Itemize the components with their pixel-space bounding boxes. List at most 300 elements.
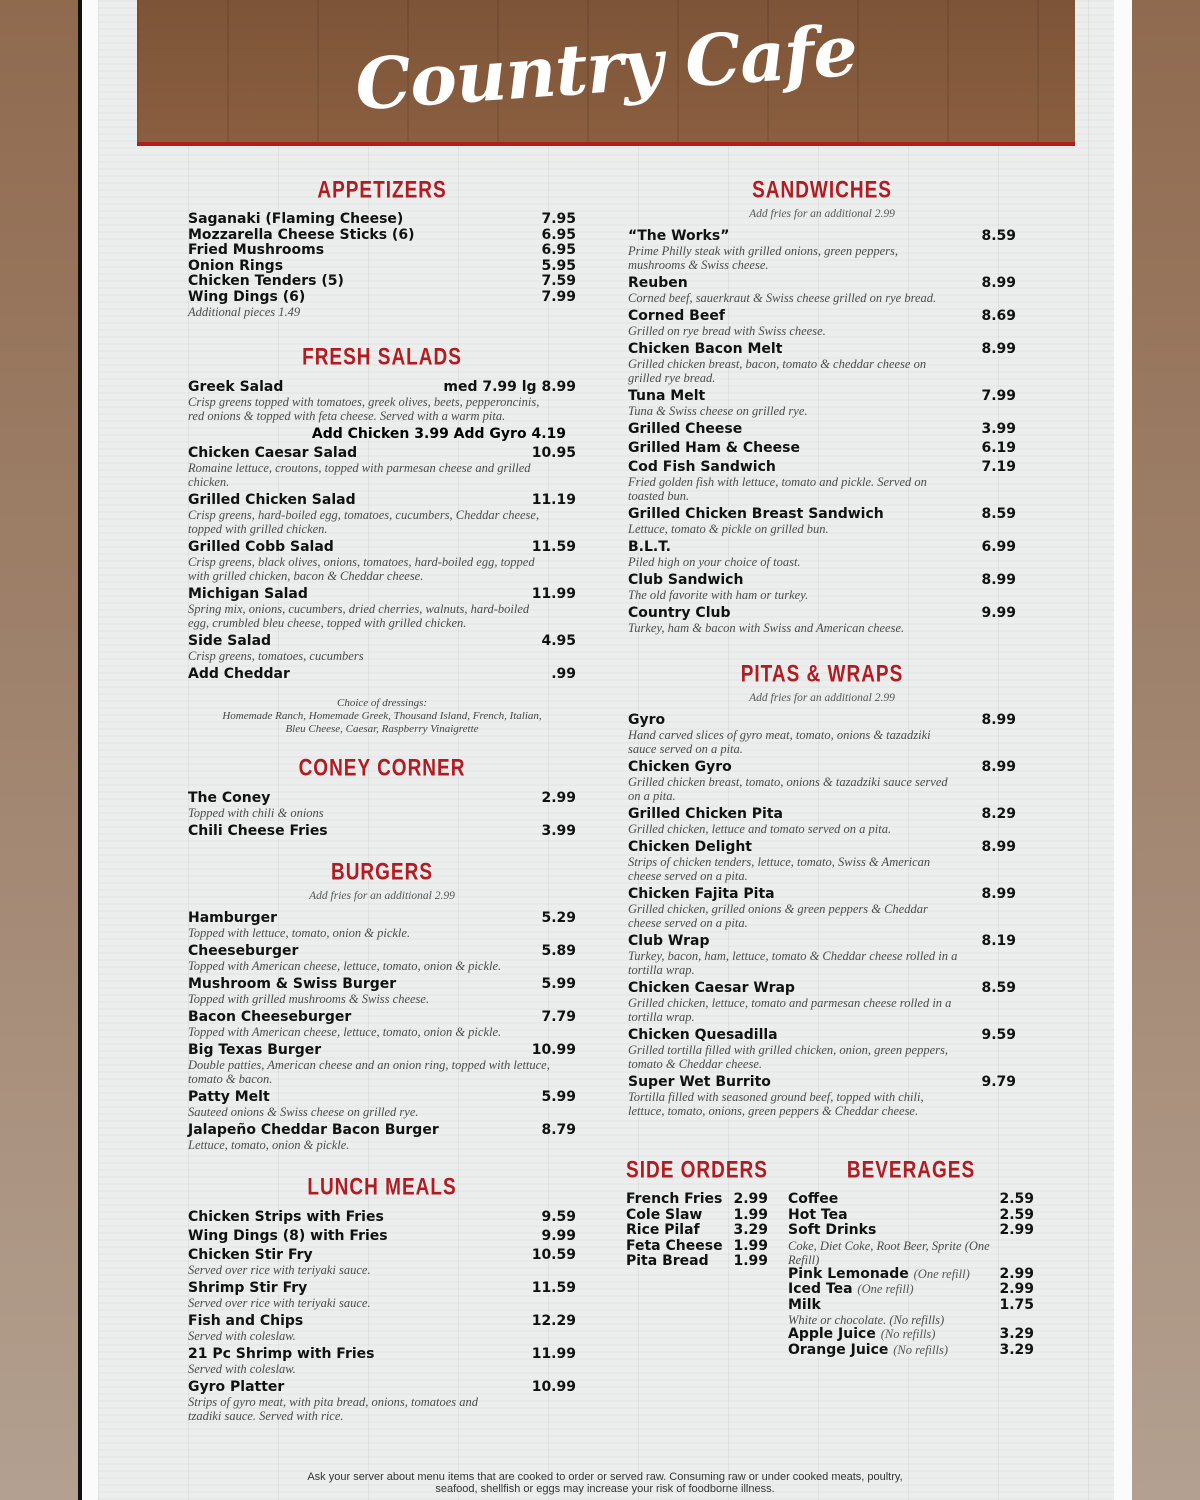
menu-item bbox=[628, 839, 1016, 883]
sides-column bbox=[626, 1157, 768, 1270]
item-price: 6.95 bbox=[541, 242, 576, 258]
item-price: 2.99 bbox=[999, 1265, 1034, 1282]
item-name-text: Chicken Gyro bbox=[628, 759, 732, 775]
menu-item bbox=[626, 1223, 768, 1239]
menu-item bbox=[628, 275, 1016, 305]
item-inline-note: (No refills) bbox=[880, 1327, 936, 1341]
item-desc: Lettuce, tomato & pickle on grilled bun. bbox=[628, 522, 829, 536]
item-price: 8.99 bbox=[981, 572, 1016, 588]
menu-item bbox=[628, 506, 1016, 536]
item-price: .99 bbox=[551, 666, 576, 682]
item-name bbox=[188, 1009, 351, 1025]
item-name-text: Grilled Ham & Cheese bbox=[628, 440, 800, 456]
item-desc: Grilled chicken breast, bacon, tomato & cheddar cheese on grilled rye bread. bbox=[628, 357, 927, 385]
menu-item bbox=[188, 823, 576, 839]
item-name bbox=[628, 980, 795, 996]
item-name bbox=[188, 274, 344, 290]
item-desc: Crisp greens, black olives, onions, tomatoes, hard-boiled egg, topped with grilled chicken, bacon & Cheddar cheese. bbox=[188, 555, 535, 583]
item-name bbox=[188, 259, 283, 275]
item-desc: Topped with lettuce, tomato, onion & pickle. bbox=[188, 926, 411, 940]
item-name-text: “The Works” bbox=[628, 228, 730, 244]
item-name bbox=[188, 492, 356, 508]
item-name bbox=[788, 1282, 914, 1298]
dressings-line-1: Homemade Ranch, Homemade Greek, Thousand Island, French, Italian, bbox=[222, 710, 542, 722]
item-name bbox=[188, 976, 396, 992]
menu-item bbox=[188, 212, 576, 228]
item-price: 8.99 bbox=[981, 712, 1016, 728]
item-price: 2.59 bbox=[999, 1191, 1034, 1207]
item-price: 11.59 bbox=[531, 1280, 576, 1296]
menu-item bbox=[628, 440, 1016, 456]
item-desc: Hand carved slices of gyro meat, tomato, onions & tazadziki sauce served on a pita. bbox=[628, 728, 931, 756]
item-price: 11.99 bbox=[531, 1346, 576, 1362]
menu-item bbox=[628, 421, 1016, 437]
item-name-text: Mozzarella Cheese Sticks (6) bbox=[188, 226, 415, 243]
right-border bbox=[1128, 0, 1200, 1500]
item-name-text: Chili Cheese Fries bbox=[188, 823, 328, 839]
item-name-text: Chicken Bacon Melt bbox=[628, 341, 783, 357]
item-price: 8.99 bbox=[981, 759, 1016, 775]
menu-item bbox=[188, 1042, 576, 1086]
item-name-text: Chicken Quesadilla bbox=[628, 1027, 778, 1043]
item-desc: Fried golden fish with lettuce, tomato and pickle. Served on toasted bun. bbox=[628, 475, 927, 503]
salads-title: FRESH SALADS bbox=[302, 344, 462, 371]
menu-item bbox=[188, 1247, 576, 1277]
item-name bbox=[628, 1074, 771, 1090]
item-desc: Prime Philly steak with grilled onions, green peppers, mushrooms & Swiss cheese. bbox=[628, 244, 898, 272]
item-name bbox=[188, 445, 357, 461]
menu-item bbox=[788, 1223, 1034, 1267]
item-desc: Additional pieces 1.49 bbox=[188, 305, 301, 319]
menu-item bbox=[788, 1267, 1034, 1283]
item-desc: Turkey, bacon, ham, lettuce, tomato & Cheddar cheese rolled in a tortilla wrap. bbox=[628, 949, 958, 977]
item-inline-note: (One refill) bbox=[913, 1266, 970, 1281]
item-name bbox=[188, 1280, 307, 1296]
item-name-text: Chicken Caesar Wrap bbox=[628, 980, 795, 996]
beverages-list bbox=[788, 1192, 1034, 1358]
item-name-text: The Coney bbox=[188, 790, 271, 806]
item-name bbox=[628, 806, 783, 822]
item-price: 6.99 bbox=[981, 539, 1016, 555]
item-name-text: Club Wrap bbox=[628, 933, 710, 949]
item-desc: Spring mix, onions, cucumbers, dried cherries, walnuts, hard-boiled egg, crumbled bleu cheese, topped with grilled chicken. bbox=[188, 602, 530, 630]
item-price: 12.29 bbox=[531, 1313, 576, 1329]
menu-item bbox=[188, 274, 576, 290]
item-price: 7.95 bbox=[541, 211, 576, 227]
item-name-text: Rice Pilaf bbox=[626, 1222, 700, 1238]
item-name bbox=[626, 1254, 709, 1270]
menu-item bbox=[788, 1282, 1034, 1298]
item-name-text: Grilled Chicken Pita bbox=[628, 806, 783, 822]
menu-item bbox=[188, 633, 576, 663]
menu-item bbox=[628, 539, 1016, 569]
coney-title: CONEY CORNER bbox=[298, 755, 466, 782]
item-name-text: Country Club bbox=[628, 605, 731, 621]
menu-item bbox=[626, 1192, 768, 1208]
item-desc: Strips of chicken tenders, lettuce, tomato, Swiss & American cheese served on a pita. bbox=[628, 855, 931, 883]
item-name bbox=[628, 459, 776, 475]
item-name bbox=[188, 586, 308, 602]
menu-item bbox=[628, 228, 1016, 272]
item-desc: Grilled chicken, lettuce and tomato served on a pita. bbox=[628, 822, 892, 836]
item-price: 3.99 bbox=[981, 421, 1016, 437]
item-desc: Double patties, American cheese and an onion ring, topped with lettuce, tomato & bacon. bbox=[188, 1058, 550, 1086]
item-price: 7.59 bbox=[541, 273, 576, 289]
menu-item bbox=[188, 1280, 576, 1310]
item-name-text: Grilled Cheese bbox=[628, 421, 743, 437]
item-name-text: Pink Lemonade bbox=[788, 1265, 909, 1282]
item-name bbox=[628, 308, 725, 324]
item-desc: Topped with American cheese, lettuce, tomato, onion & pickle. bbox=[188, 1025, 502, 1039]
item-name bbox=[626, 1208, 702, 1224]
item-name bbox=[188, 539, 334, 555]
item-desc: Grilled chicken, grilled onions & green peppers & Cheddar cheese served on a pita. bbox=[628, 902, 928, 930]
menu-item bbox=[188, 259, 576, 275]
item-price: 5.99 bbox=[541, 976, 576, 992]
item-name bbox=[628, 506, 884, 522]
item-desc: Coke, Diet Coke, Root Beer, Sprite (One Refill) bbox=[788, 1238, 990, 1267]
item-price: 2.59 bbox=[999, 1206, 1034, 1223]
menu-item bbox=[188, 379, 576, 423]
menu-item bbox=[188, 586, 576, 630]
item-price: 11.19 bbox=[531, 492, 576, 508]
item-name-text: Super Wet Burrito bbox=[628, 1074, 771, 1090]
coney-list bbox=[188, 790, 576, 839]
item-price: med 7.99 lg 8.99 bbox=[443, 379, 576, 395]
burgers-note: Add fries for an additional 2.99 bbox=[309, 890, 455, 902]
item-desc: Served with coleslaw. bbox=[188, 1362, 296, 1376]
item-name bbox=[188, 910, 277, 926]
menu-item bbox=[788, 1192, 1034, 1208]
item-desc: Tortilla filled with seasoned ground beef, topped with chili, lettuce, tomato, onions, green peppers & Cheddar cheese. bbox=[628, 1090, 924, 1118]
item-name-text: Saganaki (Flaming Cheese) bbox=[188, 211, 404, 227]
item-name-text: Iced Tea bbox=[788, 1281, 853, 1297]
footer-line-1: Ask your server about menu items that are cooked to order or served raw. Consuming raw or under cooked meats, poultry, bbox=[307, 1471, 903, 1483]
menu-item bbox=[628, 308, 1016, 338]
item-name bbox=[788, 1192, 838, 1208]
item-price: 1.99 bbox=[733, 1237, 768, 1254]
item-name bbox=[628, 275, 688, 291]
item-price: 1.99 bbox=[733, 1253, 768, 1269]
item-name-text: Side Salad bbox=[188, 633, 272, 649]
item-desc: Topped with grilled mushrooms & Swiss cheese. bbox=[188, 992, 430, 1006]
item-price: 5.29 bbox=[541, 910, 576, 926]
item-name bbox=[188, 1313, 303, 1329]
item-name bbox=[788, 1223, 876, 1239]
item-name-text: Soft Drinks bbox=[788, 1222, 877, 1238]
item-price: 3.29 bbox=[733, 1222, 768, 1238]
burgers-title: BURGERS bbox=[330, 859, 433, 886]
item-name-text: Cheeseburger bbox=[188, 943, 299, 959]
item-desc: Grilled chicken breast, tomato, onions & tazadziki sauce served on a pita. bbox=[628, 775, 948, 803]
item-inline-note: (No refills) bbox=[893, 1342, 949, 1357]
item-name-text: Jalapeño Cheddar Bacon Burger bbox=[188, 1122, 439, 1138]
item-price: 9.99 bbox=[541, 1228, 576, 1244]
item-price: 7.99 bbox=[981, 388, 1016, 404]
item-price: 1.99 bbox=[733, 1206, 768, 1223]
lunch-list bbox=[188, 1209, 576, 1423]
item-name bbox=[188, 1122, 439, 1138]
menu-item bbox=[626, 1254, 768, 1270]
item-name-text: Chicken Tenders (5) bbox=[188, 273, 344, 289]
item-price: 9.59 bbox=[981, 1027, 1016, 1043]
item-name-text: Fried Mushrooms bbox=[188, 242, 325, 258]
sandwiches-list bbox=[628, 228, 1016, 635]
item-name-text: Chicken Fajita Pita bbox=[628, 886, 775, 902]
item-name bbox=[188, 943, 298, 959]
menu-item bbox=[628, 605, 1016, 635]
left-border bbox=[0, 0, 78, 1500]
menu-item bbox=[788, 1327, 1034, 1343]
item-inline-note: (One refill) bbox=[857, 1282, 914, 1296]
item-name bbox=[788, 1327, 935, 1343]
item-name-text: Fish and Chips bbox=[188, 1313, 304, 1329]
item-name-text: Wing Dings (6) bbox=[188, 288, 306, 305]
item-name bbox=[188, 1042, 321, 1058]
item-name-text: Wing Dings (8) with Fries bbox=[188, 1228, 388, 1244]
item-name-text: Tuna Melt bbox=[628, 388, 706, 404]
item-name bbox=[788, 1298, 821, 1314]
item-name-text: Bacon Cheeseburger bbox=[188, 1009, 352, 1025]
item-name bbox=[628, 388, 705, 404]
pitas-title: PITAS & WRAPS bbox=[740, 661, 904, 688]
item-name bbox=[628, 421, 742, 437]
header-banner bbox=[137, 0, 1075, 146]
item-name-text: Michigan Salad bbox=[188, 586, 308, 602]
menu-item bbox=[628, 759, 1016, 803]
salad-addons: Add Chicken 3.99 Add Gyro 4.19 bbox=[311, 426, 566, 442]
footer-line-2: seafood, shellfish or eggs may increase your risk of foodborne illness. bbox=[435, 1483, 775, 1495]
item-price: 8.59 bbox=[981, 228, 1016, 244]
item-name bbox=[188, 212, 403, 228]
item-desc: Romaine lettuce, croutons, topped with parmesan cheese and grilled chicken. bbox=[188, 461, 531, 489]
appetizers-title: APPETIZERS bbox=[317, 177, 447, 204]
item-price: 10.99 bbox=[531, 1042, 576, 1058]
item-price: 3.99 bbox=[541, 823, 576, 839]
item-name bbox=[626, 1239, 723, 1255]
item-price: 2.99 bbox=[999, 1222, 1034, 1238]
item-price: 3.29 bbox=[999, 1326, 1034, 1342]
menu-item bbox=[188, 1313, 576, 1343]
menu-item bbox=[626, 1208, 768, 1224]
item-name-text: Pita Bread bbox=[626, 1253, 709, 1269]
item-desc: Grilled on rye bread with Swiss cheese. bbox=[628, 324, 826, 338]
menu-item bbox=[188, 1209, 576, 1225]
item-price: 8.29 bbox=[981, 806, 1016, 822]
item-desc: Grilled tortilla filled with grilled chicken, onion, green peppers, tomato & Cheddar cheese. bbox=[628, 1043, 948, 1071]
item-price: 2.99 bbox=[733, 1191, 768, 1207]
item-desc: Sauteed onions & Swiss cheese on grilled rye. bbox=[188, 1105, 419, 1119]
item-name bbox=[628, 341, 782, 357]
item-price: 8.99 bbox=[981, 886, 1016, 902]
item-name-text: Patty Melt bbox=[188, 1089, 270, 1105]
item-price: 9.59 bbox=[541, 1209, 576, 1225]
item-name bbox=[628, 933, 710, 949]
beverages-column bbox=[788, 1157, 1034, 1358]
item-name-text: Apple Juice bbox=[788, 1326, 876, 1342]
item-price: 5.89 bbox=[541, 943, 576, 959]
item-price: 7.99 bbox=[541, 288, 576, 305]
sides-title: SIDE ORDERS bbox=[626, 1157, 768, 1184]
pitas-note: Add fries for an additional 2.99 bbox=[749, 692, 895, 704]
item-desc: White or chocolate. (No refills) bbox=[788, 1313, 945, 1327]
item-name bbox=[188, 243, 324, 259]
menu-item bbox=[188, 492, 576, 536]
item-name bbox=[628, 1027, 778, 1043]
left-column bbox=[188, 177, 576, 1426]
menu-item bbox=[628, 1074, 1016, 1118]
item-desc: Piled high on your choice of toast. bbox=[628, 555, 801, 569]
lunch-title: LUNCH MEALS bbox=[307, 1174, 457, 1201]
item-name-text: Corned Beef bbox=[628, 308, 725, 324]
item-name bbox=[188, 823, 328, 839]
right-column bbox=[628, 177, 1016, 1121]
sandwiches-note: Add fries for an additional 2.99 bbox=[749, 208, 895, 220]
item-name bbox=[628, 440, 800, 456]
item-price: 10.59 bbox=[531, 1247, 576, 1263]
menu-item bbox=[188, 1228, 576, 1244]
menu-item bbox=[628, 572, 1016, 602]
menu-item bbox=[626, 1239, 768, 1255]
item-desc: Topped with American cheese, lettuce, tomato, onion & pickle. bbox=[188, 959, 502, 973]
item-name bbox=[188, 290, 305, 306]
item-price: 10.99 bbox=[531, 1379, 576, 1395]
item-desc: Served over rice with teriyaki sauce. bbox=[188, 1296, 371, 1310]
item-name-text: Gyro Platter bbox=[188, 1379, 285, 1395]
item-name bbox=[628, 759, 732, 775]
item-price: 8.79 bbox=[541, 1122, 576, 1138]
item-name-text: Grilled Chicken Breast Sandwich bbox=[628, 506, 884, 522]
menu-item bbox=[628, 388, 1016, 418]
item-desc: Tuna & Swiss cheese on grilled rye. bbox=[628, 404, 808, 418]
pitas-list bbox=[628, 712, 1016, 1118]
item-name-text: B.L.T. bbox=[628, 539, 671, 555]
sandwiches-title: SANDWICHES bbox=[752, 177, 892, 204]
item-name-text: Chicken Stir Fry bbox=[188, 1247, 313, 1263]
item-name-text: Hamburger bbox=[188, 910, 278, 926]
item-desc: Crisp greens, tomatoes, cucumbers bbox=[188, 649, 364, 663]
item-name bbox=[188, 666, 290, 682]
item-name-text: French Fries bbox=[626, 1191, 723, 1207]
item-name bbox=[628, 712, 665, 728]
item-price: 8.99 bbox=[981, 839, 1016, 855]
item-price: 5.99 bbox=[541, 1089, 576, 1105]
item-name bbox=[626, 1223, 700, 1239]
item-name-text: Gyro bbox=[628, 712, 666, 728]
item-name bbox=[188, 1228, 388, 1244]
item-price: 2.99 bbox=[999, 1281, 1034, 1297]
item-name-text: 21 Pc Shrimp with Fries bbox=[188, 1346, 375, 1362]
item-price: 1.75 bbox=[999, 1296, 1034, 1313]
item-name bbox=[188, 1379, 284, 1395]
menu-item bbox=[188, 1346, 576, 1376]
item-name bbox=[788, 1208, 848, 1224]
menu-item bbox=[188, 666, 576, 682]
item-name-text: Big Texas Burger bbox=[188, 1042, 322, 1058]
burgers-list bbox=[188, 910, 576, 1152]
item-price: 10.95 bbox=[531, 445, 576, 461]
item-name-text: Mushroom & Swiss Burger bbox=[188, 976, 397, 992]
item-price: 6.19 bbox=[981, 440, 1016, 456]
item-name bbox=[626, 1192, 722, 1208]
item-price: 4.95 bbox=[541, 633, 576, 649]
menu-item bbox=[628, 341, 1016, 385]
menu-item bbox=[628, 459, 1016, 503]
item-name bbox=[628, 228, 729, 244]
dressings-line-2: Bleu Cheese, Caesar, Raspberry Vinaigrette bbox=[285, 723, 479, 735]
item-name bbox=[628, 605, 730, 621]
item-price: 7.79 bbox=[541, 1009, 576, 1025]
item-name-text: Grilled Cobb Salad bbox=[188, 539, 334, 555]
item-name-text: Coffee bbox=[788, 1191, 839, 1207]
menu-item bbox=[188, 1009, 576, 1039]
menu-item bbox=[188, 790, 576, 820]
item-name bbox=[188, 228, 414, 244]
item-name-text: Add Cheddar bbox=[188, 666, 290, 682]
menu-item bbox=[628, 712, 1016, 756]
item-name-text: Chicken Strips with Fries bbox=[188, 1209, 384, 1225]
item-name bbox=[788, 1343, 948, 1359]
item-price: 7.19 bbox=[981, 459, 1016, 475]
menu-item bbox=[788, 1208, 1034, 1224]
item-name-text: Orange Juice bbox=[788, 1341, 889, 1358]
item-desc: Topped with chili & onions bbox=[188, 806, 324, 820]
menu-item bbox=[628, 1027, 1016, 1071]
item-desc: Strips of gyro meat, with pita bread, onions, tomatoes and tzadiki sauce. Served with rice. bbox=[188, 1395, 479, 1423]
menu-item bbox=[628, 933, 1016, 977]
item-price: 8.59 bbox=[981, 980, 1016, 996]
item-desc: Turkey, ham & bacon with Swiss and American cheese. bbox=[628, 621, 905, 635]
item-desc: The old favorite with ham or turkey. bbox=[628, 588, 809, 602]
item-name-text: Club Sandwich bbox=[628, 572, 744, 588]
item-price: 8.99 bbox=[981, 341, 1016, 357]
item-name bbox=[788, 1267, 970, 1283]
item-name-text: Hot Tea bbox=[788, 1206, 848, 1223]
item-name-text: Chicken Caesar Salad bbox=[188, 445, 358, 461]
salads-list bbox=[188, 445, 576, 682]
item-desc: Corned beef, sauerkraut & Swiss cheese grilled on rye bread. bbox=[628, 291, 937, 305]
menu-item bbox=[628, 886, 1016, 930]
item-name-text: Shrimp Stir Fry bbox=[188, 1280, 308, 1296]
item-name bbox=[628, 839, 752, 855]
item-name bbox=[628, 572, 743, 588]
menu-item bbox=[188, 976, 576, 1006]
item-name-text: Chicken Delight bbox=[628, 839, 753, 855]
item-desc: Served with coleslaw. bbox=[188, 1329, 296, 1343]
item-name-text: Onion Rings bbox=[188, 257, 284, 274]
beverages-title: BEVERAGES bbox=[846, 1157, 976, 1184]
menu-item bbox=[188, 290, 576, 320]
item-price: 3.29 bbox=[999, 1341, 1034, 1358]
item-desc: Crisp greens topped with tomatoes, greek olives, beets, pepperoncinis, red onions & topped with feta cheese. Served with a warm pita. bbox=[188, 395, 540, 423]
menu-item bbox=[628, 806, 1016, 836]
item-name bbox=[628, 886, 775, 902]
item-price: 11.59 bbox=[531, 539, 576, 555]
sides-list bbox=[626, 1192, 768, 1270]
item-name-text: Cole Slaw bbox=[626, 1206, 703, 1223]
item-name-text: Feta Cheese bbox=[626, 1237, 723, 1254]
menu-item bbox=[188, 910, 576, 940]
menu-item bbox=[788, 1298, 1034, 1328]
item-desc: Lettuce, tomato, onion & pickle. bbox=[188, 1138, 350, 1152]
food-safety-notice bbox=[250, 1471, 960, 1495]
menu-item bbox=[188, 445, 576, 489]
item-price: 11.99 bbox=[531, 586, 576, 602]
item-price: 8.19 bbox=[981, 933, 1016, 949]
item-name-text: Reuben bbox=[628, 275, 688, 291]
item-desc: Crisp greens, hard-boiled egg, tomatoes, cucumbers, Cheddar cheese, topped with grilled chicken. bbox=[188, 508, 540, 536]
item-desc: Served over rice with teriyaki sauce. bbox=[188, 1263, 371, 1277]
